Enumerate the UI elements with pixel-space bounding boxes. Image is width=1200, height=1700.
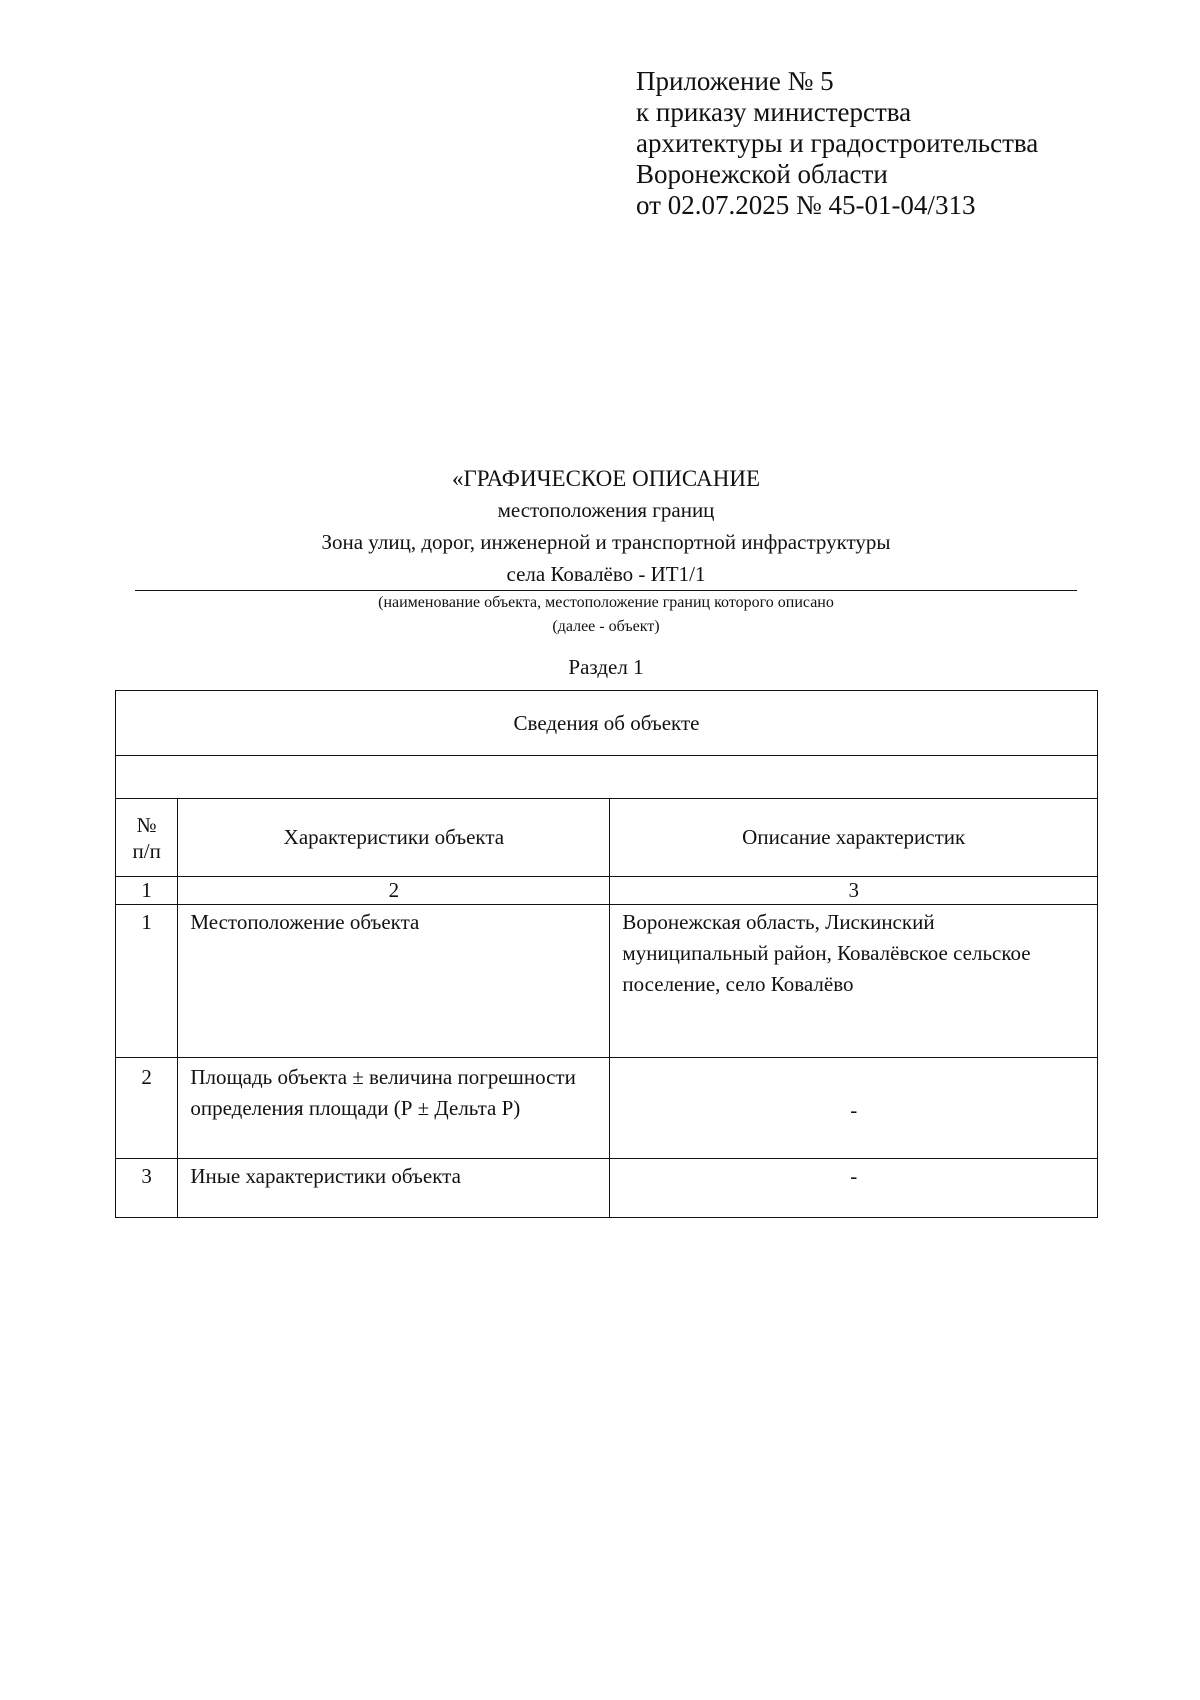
header-number-line1: № xyxy=(136,812,157,837)
header-number xyxy=(116,799,178,877)
row-number: 3 xyxy=(116,1159,178,1218)
header-characteristics: Характеристики объекта xyxy=(178,799,610,877)
appendix-line: Приложение № 5 xyxy=(636,66,834,96)
table-row xyxy=(116,905,1098,1058)
object-name-note-cont: (далее - объект) xyxy=(552,618,660,635)
document-title: «ГРАФИЧЕСКОЕ ОПИСАНИЕ xyxy=(451,466,760,491)
table-caption: Сведения об объекте xyxy=(116,691,1098,756)
row-number: 2 xyxy=(116,1058,178,1159)
index-cell: 2 xyxy=(178,877,610,905)
document-title-block xyxy=(135,464,1077,681)
object-name-line2: села Ковалёво - ИТ1/1 xyxy=(135,558,1077,591)
appendix-line: к приказу министерства xyxy=(636,97,912,127)
table-header-row xyxy=(116,799,1098,877)
section-label: Раздел 1 xyxy=(568,655,644,679)
table-row xyxy=(116,1159,1098,1218)
row-characteristic: Иные характеристики объекта xyxy=(178,1159,610,1218)
row-description: - xyxy=(610,1159,1098,1218)
table-caption-row xyxy=(116,691,1098,756)
table-index-row xyxy=(116,877,1098,905)
header-number-line2: п/п xyxy=(132,838,161,863)
object-info-table xyxy=(115,690,1098,1218)
row-description: - xyxy=(610,1058,1098,1159)
header-description: Описание характеристик xyxy=(610,799,1098,877)
table-row xyxy=(116,1058,1098,1159)
blank-cell xyxy=(116,756,1098,799)
object-name-note: (наименование объекта, местоположение границ которого описано xyxy=(378,594,834,611)
row-description: Воронежская область, Лискинский муниципальный район, Ковалёвское сельское поселение, село Ковалёво xyxy=(610,905,1098,1058)
appendix-header xyxy=(636,66,1038,221)
appendix-line: от 02.07.2025 № 45-01-04/313 xyxy=(636,190,976,220)
row-number: 1 xyxy=(116,905,178,1058)
object-name: Зона улиц, дорог, инженерной и транспортной инфраструктуры xyxy=(321,530,891,554)
index-cell: 1 xyxy=(116,877,178,905)
table-blank-row xyxy=(116,756,1098,799)
row-characteristic: Местоположение объекта xyxy=(178,905,610,1058)
row-characteristic: Площадь объекта ± величина погрешности определения площади (Р ± Дельта Р) xyxy=(178,1058,610,1159)
index-cell: 3 xyxy=(610,877,1098,905)
appendix-line: архитектуры и градостроительства xyxy=(636,128,1039,158)
appendix-line: Воронежской области xyxy=(636,159,888,189)
title-subline: местоположения границ xyxy=(497,498,715,522)
